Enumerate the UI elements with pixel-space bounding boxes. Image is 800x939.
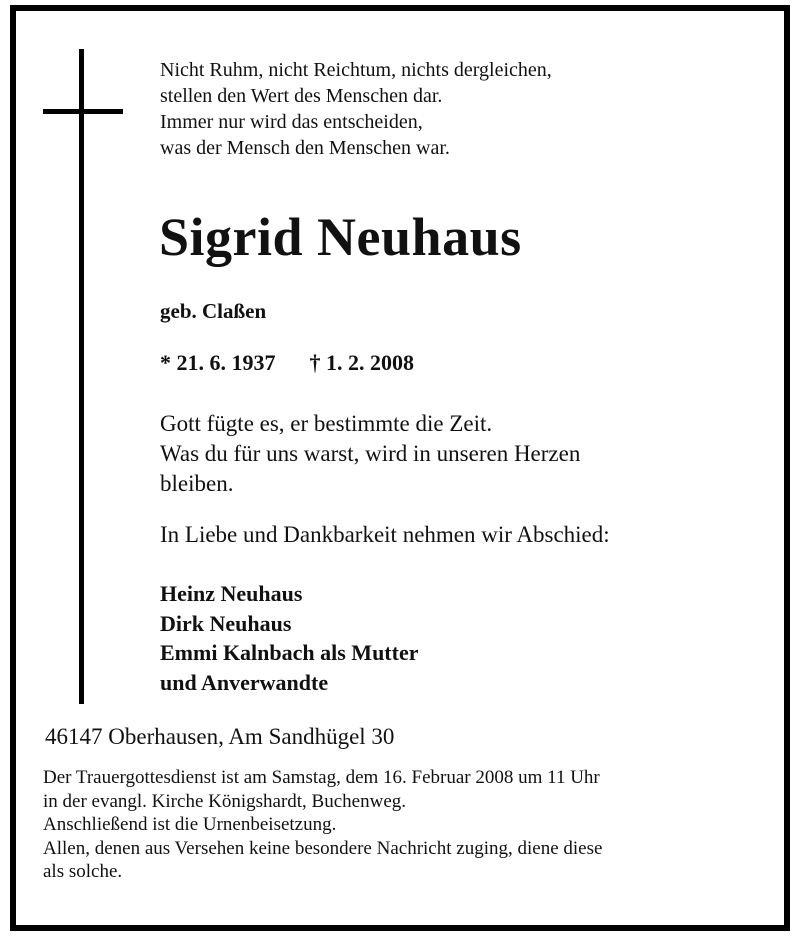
mourner: Heinz Neuhaus	[160, 581, 303, 606]
poem-line: Immer nur wird das entscheiden,	[160, 111, 423, 133]
verse-line: bleiben.	[160, 471, 234, 496]
cross-vertical-bar	[79, 49, 84, 704]
farewell-text: In Liebe und Dankbarkeit nehmen wir Abschied:	[160, 522, 610, 547]
verse-line: Gott fügte es, er bestimmte die Zeit.	[160, 411, 493, 436]
notice-line: in der evangl. Kirche Königshardt, Buchenweg.	[43, 790, 407, 812]
address: 46147 Oberhausen, Am Sandhügel 30	[45, 724, 395, 749]
poem-line: Nicht Ruhm, nicht Reichtum, nichts dergleichen,	[160, 59, 552, 81]
poem	[160, 57, 552, 161]
death-date: † 1. 2. 2008	[309, 350, 414, 375]
notice-line: Anschließend ist die Urnenbeisetzung.	[43, 814, 337, 835]
deceased-name: Sigrid Neuhaus	[159, 207, 522, 267]
poem-line: was der Mensch den Menschen war.	[160, 137, 450, 159]
life-dates	[160, 348, 414, 378]
notice-line: Der Trauergottesdienst ist am Samstag, dem 16. Februar 2008 um 11 Uhr	[43, 767, 600, 788]
notice-line: als solche.	[43, 861, 123, 882]
mourner: Dirk Neuhaus	[160, 610, 292, 636]
cross-horizontal-bar	[43, 109, 123, 114]
mourner: und Anverwandte	[160, 669, 329, 695]
poem-line: stellen den Wert des Menschen dar.	[160, 85, 443, 107]
mourner: Emmi Kalnbach als Mutter	[160, 640, 419, 665]
service-notice	[43, 766, 602, 884]
maiden-name: geb. Claßen	[160, 299, 267, 323]
mourners-list	[160, 579, 419, 697]
birth-date: * 21. 6. 1937	[160, 350, 276, 375]
verse-line: Was du für uns warst, wird in unseren Herzen	[160, 441, 581, 466]
verse	[160, 409, 580, 499]
notice-line: Allen, denen aus Versehen keine besondere Nachricht zuging, diene diese	[43, 837, 603, 859]
